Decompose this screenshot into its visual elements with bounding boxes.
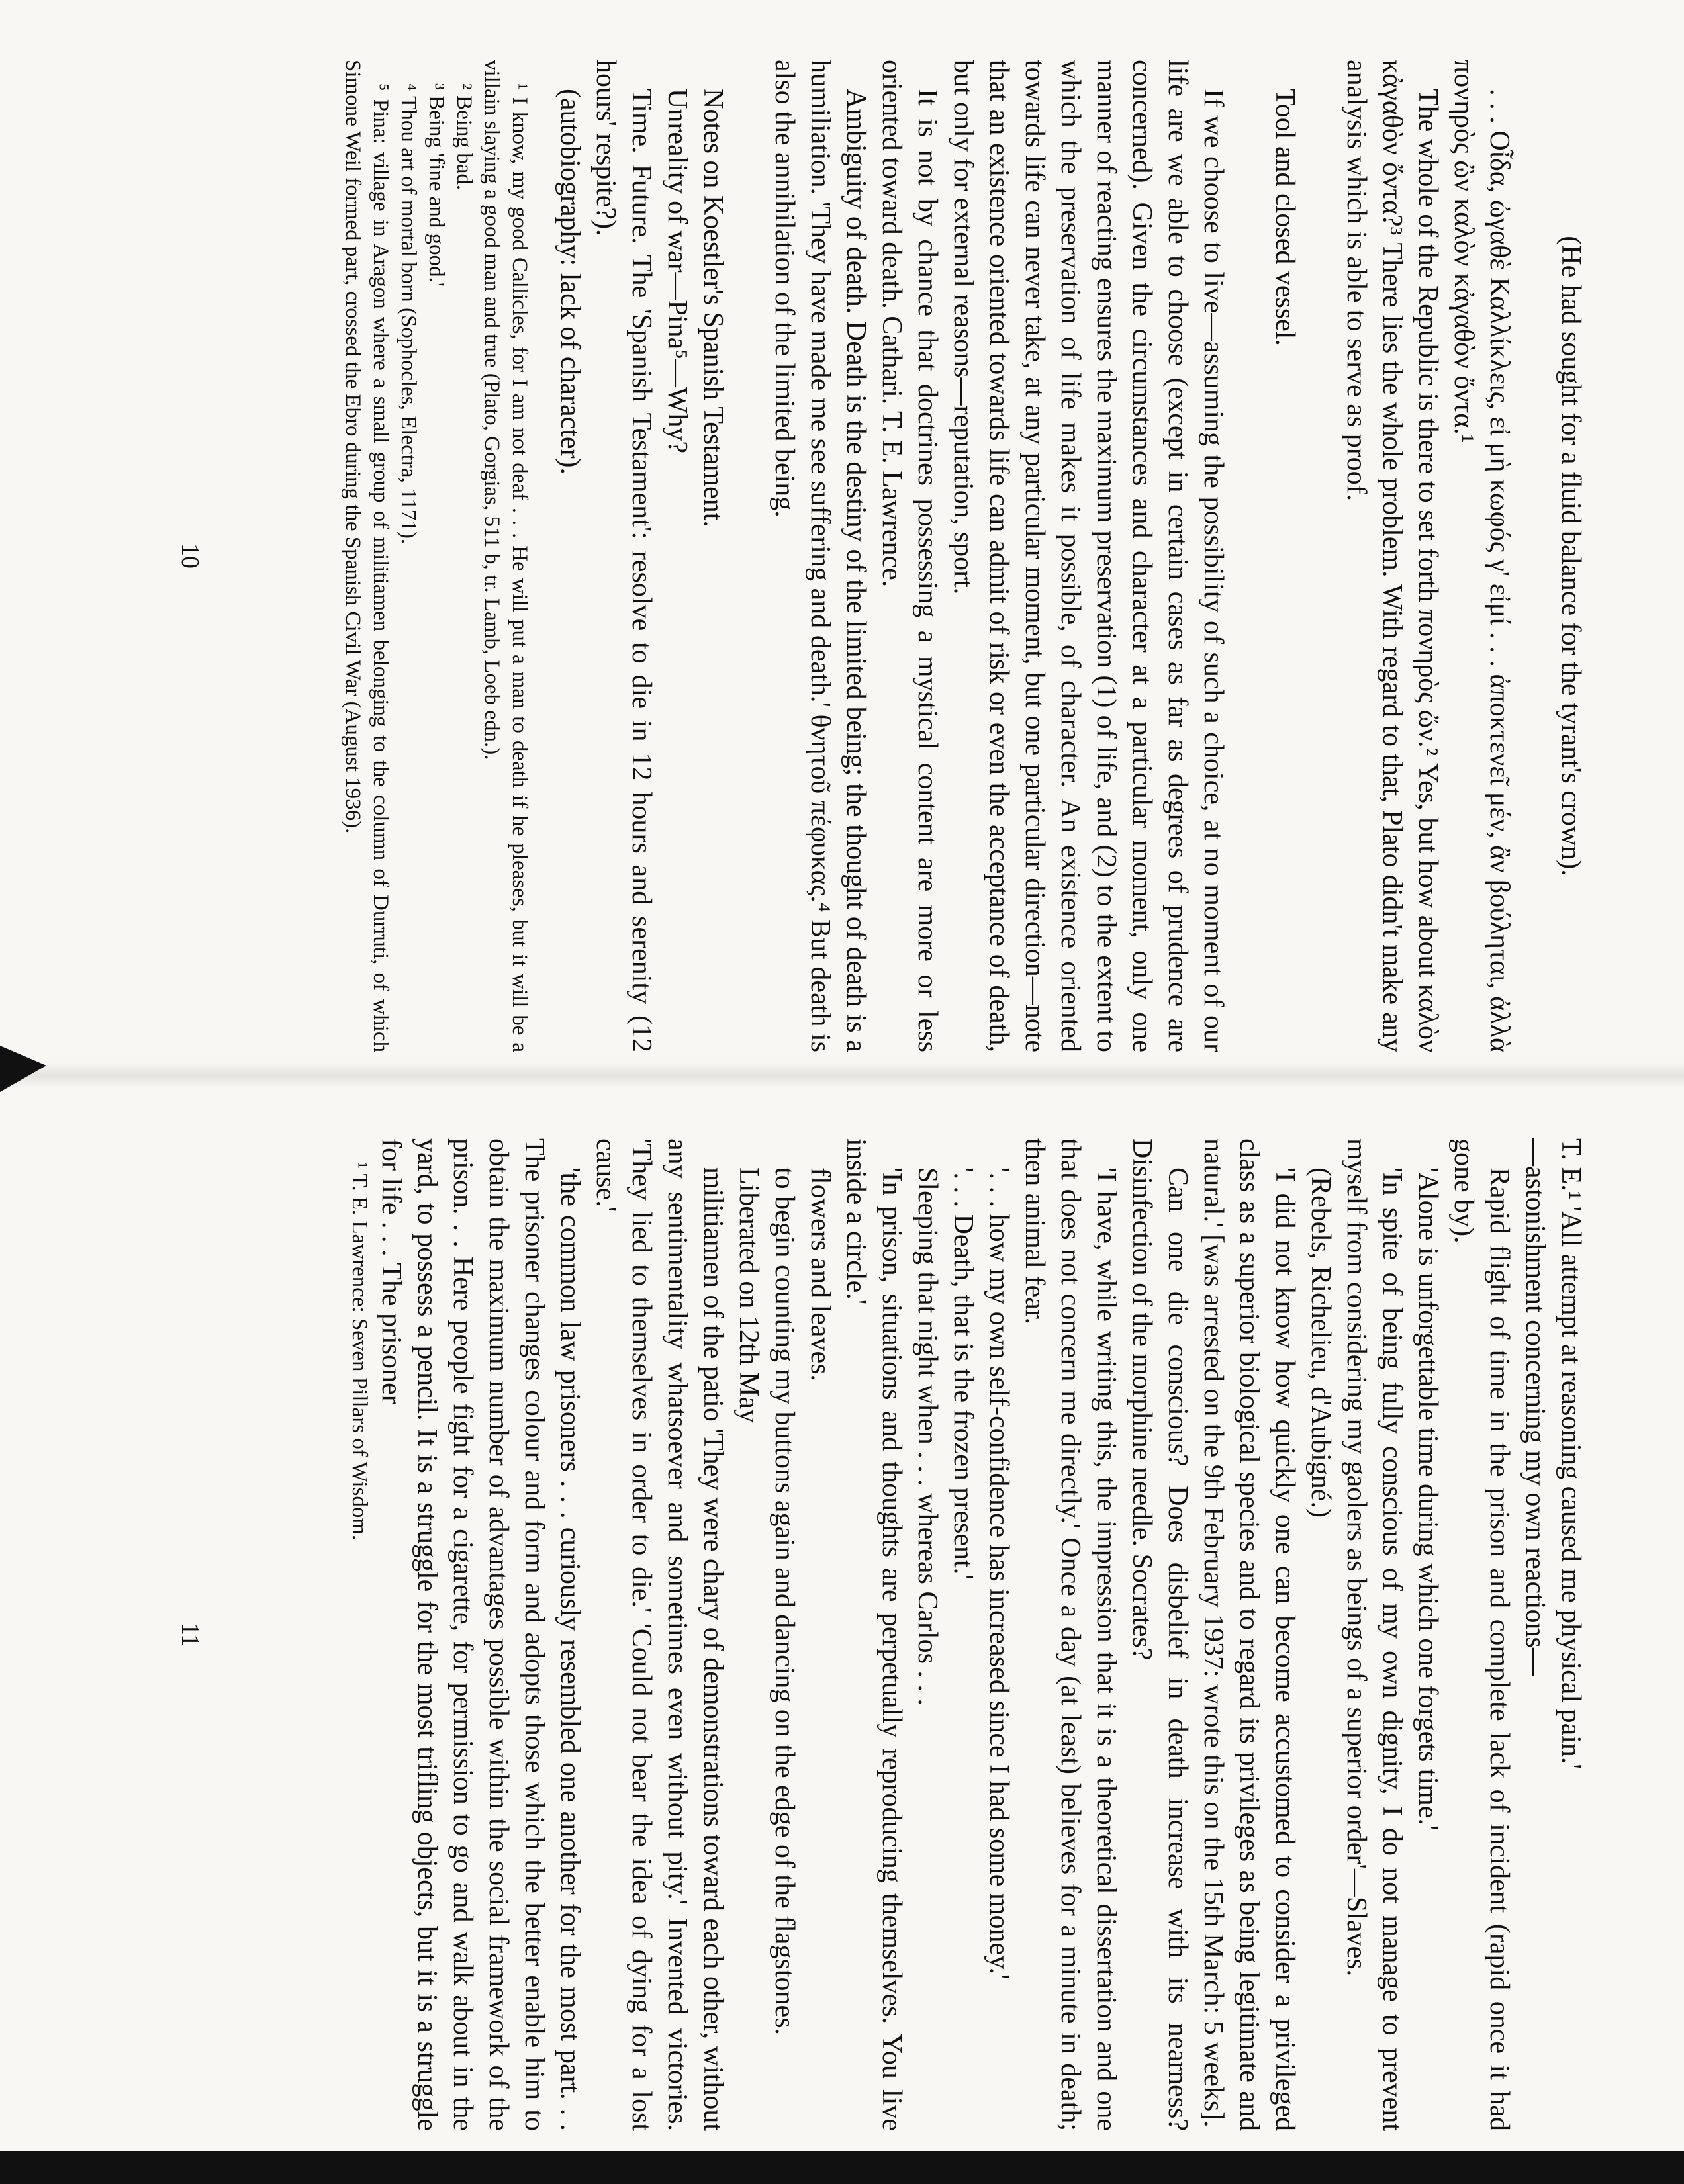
paragraph: flowers and leaves. <box>805 1167 835 1382</box>
footnotes <box>346 1138 373 2131</box>
paragraph: 'I have, while writing this, the impression that it is a theoretical dissertation and one that does not concern me directly.' Once a day (at least) believes for a minute in death; then animal fear. <box>1019 1138 1121 2131</box>
paragraph: Sleeping that night when . . . whereas Carlos . . . <box>912 1167 943 1706</box>
paragraph: Can one die conscious? Does disbelief in death increase with its nearness? Disinfection of the morphine needle. Socrates? <box>1127 1138 1193 2131</box>
footnote: ³ Being 'fine and good.' <box>424 83 448 287</box>
paragraph: 'In spite of being fully conscious of my own dignity, I do not manage to prevent myself from considering my gaolers as beings of a superior order'—Slaves. <box>1341 1138 1407 2131</box>
book-gutter <box>0 1062 1684 1089</box>
text-line: (He had sought for a fluid balance for the tyrant's crown). <box>1556 236 1586 876</box>
footnote: ¹ I know, my good Callicles, for I am not deaf . . . He will put a man to death if he pleases, but it will be a villain slaying a good man and true (Plato, Gorgias, 511 b, tr. Lamb, Loeb edn.). <box>480 60 532 1052</box>
greek-quotation: . . . Οἶδα, ὠγαθὲ Καλλίκλεις, εἰ μὴ κωφός γ' εἰμί . . . ἀποκτενεῖ μέν, ἂν βούληται, ἀλλὰ πονηρὸς ὢν καλὸν κἀγαθὸν ὄντα.¹ <box>1448 60 1515 1052</box>
page-11 <box>172 1138 1589 2131</box>
paragraph: 'In prison, situations and thoughts are perpetually reproducing themselves. You live inside a circle.' <box>841 1138 907 2131</box>
paragraph: Unreality of war—Pina⁵—Why? <box>662 89 692 454</box>
footnote: ² Being bad. <box>452 83 476 191</box>
footnote: ¹ T. E. Lawrence: Seven Pillars of Wisdom. <box>348 1162 371 1541</box>
page-tear-mark <box>0 1046 46 1092</box>
footnotes <box>339 60 534 1052</box>
footnote: ⁵ Pina: village in Aragon where a small group of militiamen belonging to the column of Durruti, of which Simone Weil formed part, crossed the Ebro during the Spanish Civil War (August 1936). <box>341 60 393 1052</box>
footnote: ⁴ Thou art of mortal born (Sophocles, Electra, 1171). <box>397 83 420 545</box>
section-heading: Notes on Koestler's Spanish Testament. <box>698 89 728 527</box>
paragraph: militiamen of the patio 'They were chary of demonstrations toward each other, without any sentimentality whatsoever and sometimes even without pity.' Invented victories. 'They lied to themselves in order to die.' 'Could not bear the idea of dying for a lost cause.' <box>590 1138 728 2131</box>
paragraph: Liberated on 12th May <box>733 1167 764 1424</box>
page-10 <box>172 60 1589 1052</box>
paragraph: If we choose to live—assuming the possibility of such a choice, at no moment of our life are we able to choose (except in certain cases as far as degrees of prudence are concerned). Given the circumstances and character at a particular moment, only one manner of reacting ensures the maximum preservation (1) of life, and (2) to the extent to which the preservation of life makes it possible, of character. An existence oriented towards life can never take, at any particular moment, but one particular direction—note that an existence oriented towards life can admit of risk or even the acceptance of death, but only for external reasons—reputation, sport. <box>948 60 1229 1052</box>
paragraph: (autobiography: lack of character). <box>555 89 585 475</box>
paragraph: 'Alone is unforgettable time during which one forgets time.' <box>1413 1167 1443 1831</box>
paragraph: Time. Future. The 'Spanish Testament': resolve to die in 12 hours and serenity (12 hours' respite?). <box>590 60 657 1052</box>
page-number: 10 <box>176 543 204 569</box>
paragraph: Rapid flight of time in the prison and complete lack of incident (rapid once it had gone by). <box>1448 1138 1515 2131</box>
paragraph: (Rebels, Richelieu, d'Aubigné.) <box>1305 1167 1336 1518</box>
page-number: 11 <box>176 1622 204 1647</box>
paragraph: It is not by chance that doctrines possessing a mystical content are more or less oriented toward death. Cathari. T. E. Lawrence. <box>876 60 943 1052</box>
paragraph: T. E.¹ 'All attempt at reasoning caused me physical pain.' <box>1556 1138 1586 1769</box>
paragraph: to begin counting my buttons again and dancing on the edge of the flagstones. <box>769 1167 800 2036</box>
text-line: —astonishment concerning my own reactions— <box>1520 1138 1550 1676</box>
paragraph: Ambiguity of death. Death is the destiny of the limited being; the thought of death is a humiliation. 'They have made me see suffering and death.' θνητοῦ πέφυκας.⁴ But death is also the annihilation of the limited being. <box>769 60 871 1052</box>
paragraph: '. . . how my own self-confidence has increased since I had some money.' <box>984 1167 1014 1979</box>
paragraph: 'the common law prisoners . . . curiously resembled one another for the most part. . . The prisoner changes colour and form and adopts those which the better enable him to obtain the maximum number of advantages possible within the social framework of the prison. . . Here people fight for a cigarette, for permission to go and walk about in the yard, to possess a pencil. It is a struggle for the most trifling objects, but it is a struggle for life . . . The prisoner <box>376 1138 585 2131</box>
paragraph: Tool and closed vessel. <box>1270 89 1300 346</box>
paragraph: The whole of the Republic is there to set forth πονηρὸς ὤν.² Yes, but how about καλὸν κἀγαθὸν ὄντα?³ There lies the whole problem. With regard to that, Plato didn't make any analysis which is able to serve as proof. <box>1341 60 1443 1052</box>
paragraph: 'I did not know how quickly one can become accustomed to consider a privileged class as a superior biological species and to regard its privileges as being legitimate and natural.' [was arrested on the 9th February 1937: wrote this on the 15th March: 5 weeks]. <box>1198 1138 1300 2131</box>
paragraph: '. . . Death, that is the frozen present.' <box>948 1167 978 1580</box>
scan-bottom-edge <box>0 2151 1684 2184</box>
